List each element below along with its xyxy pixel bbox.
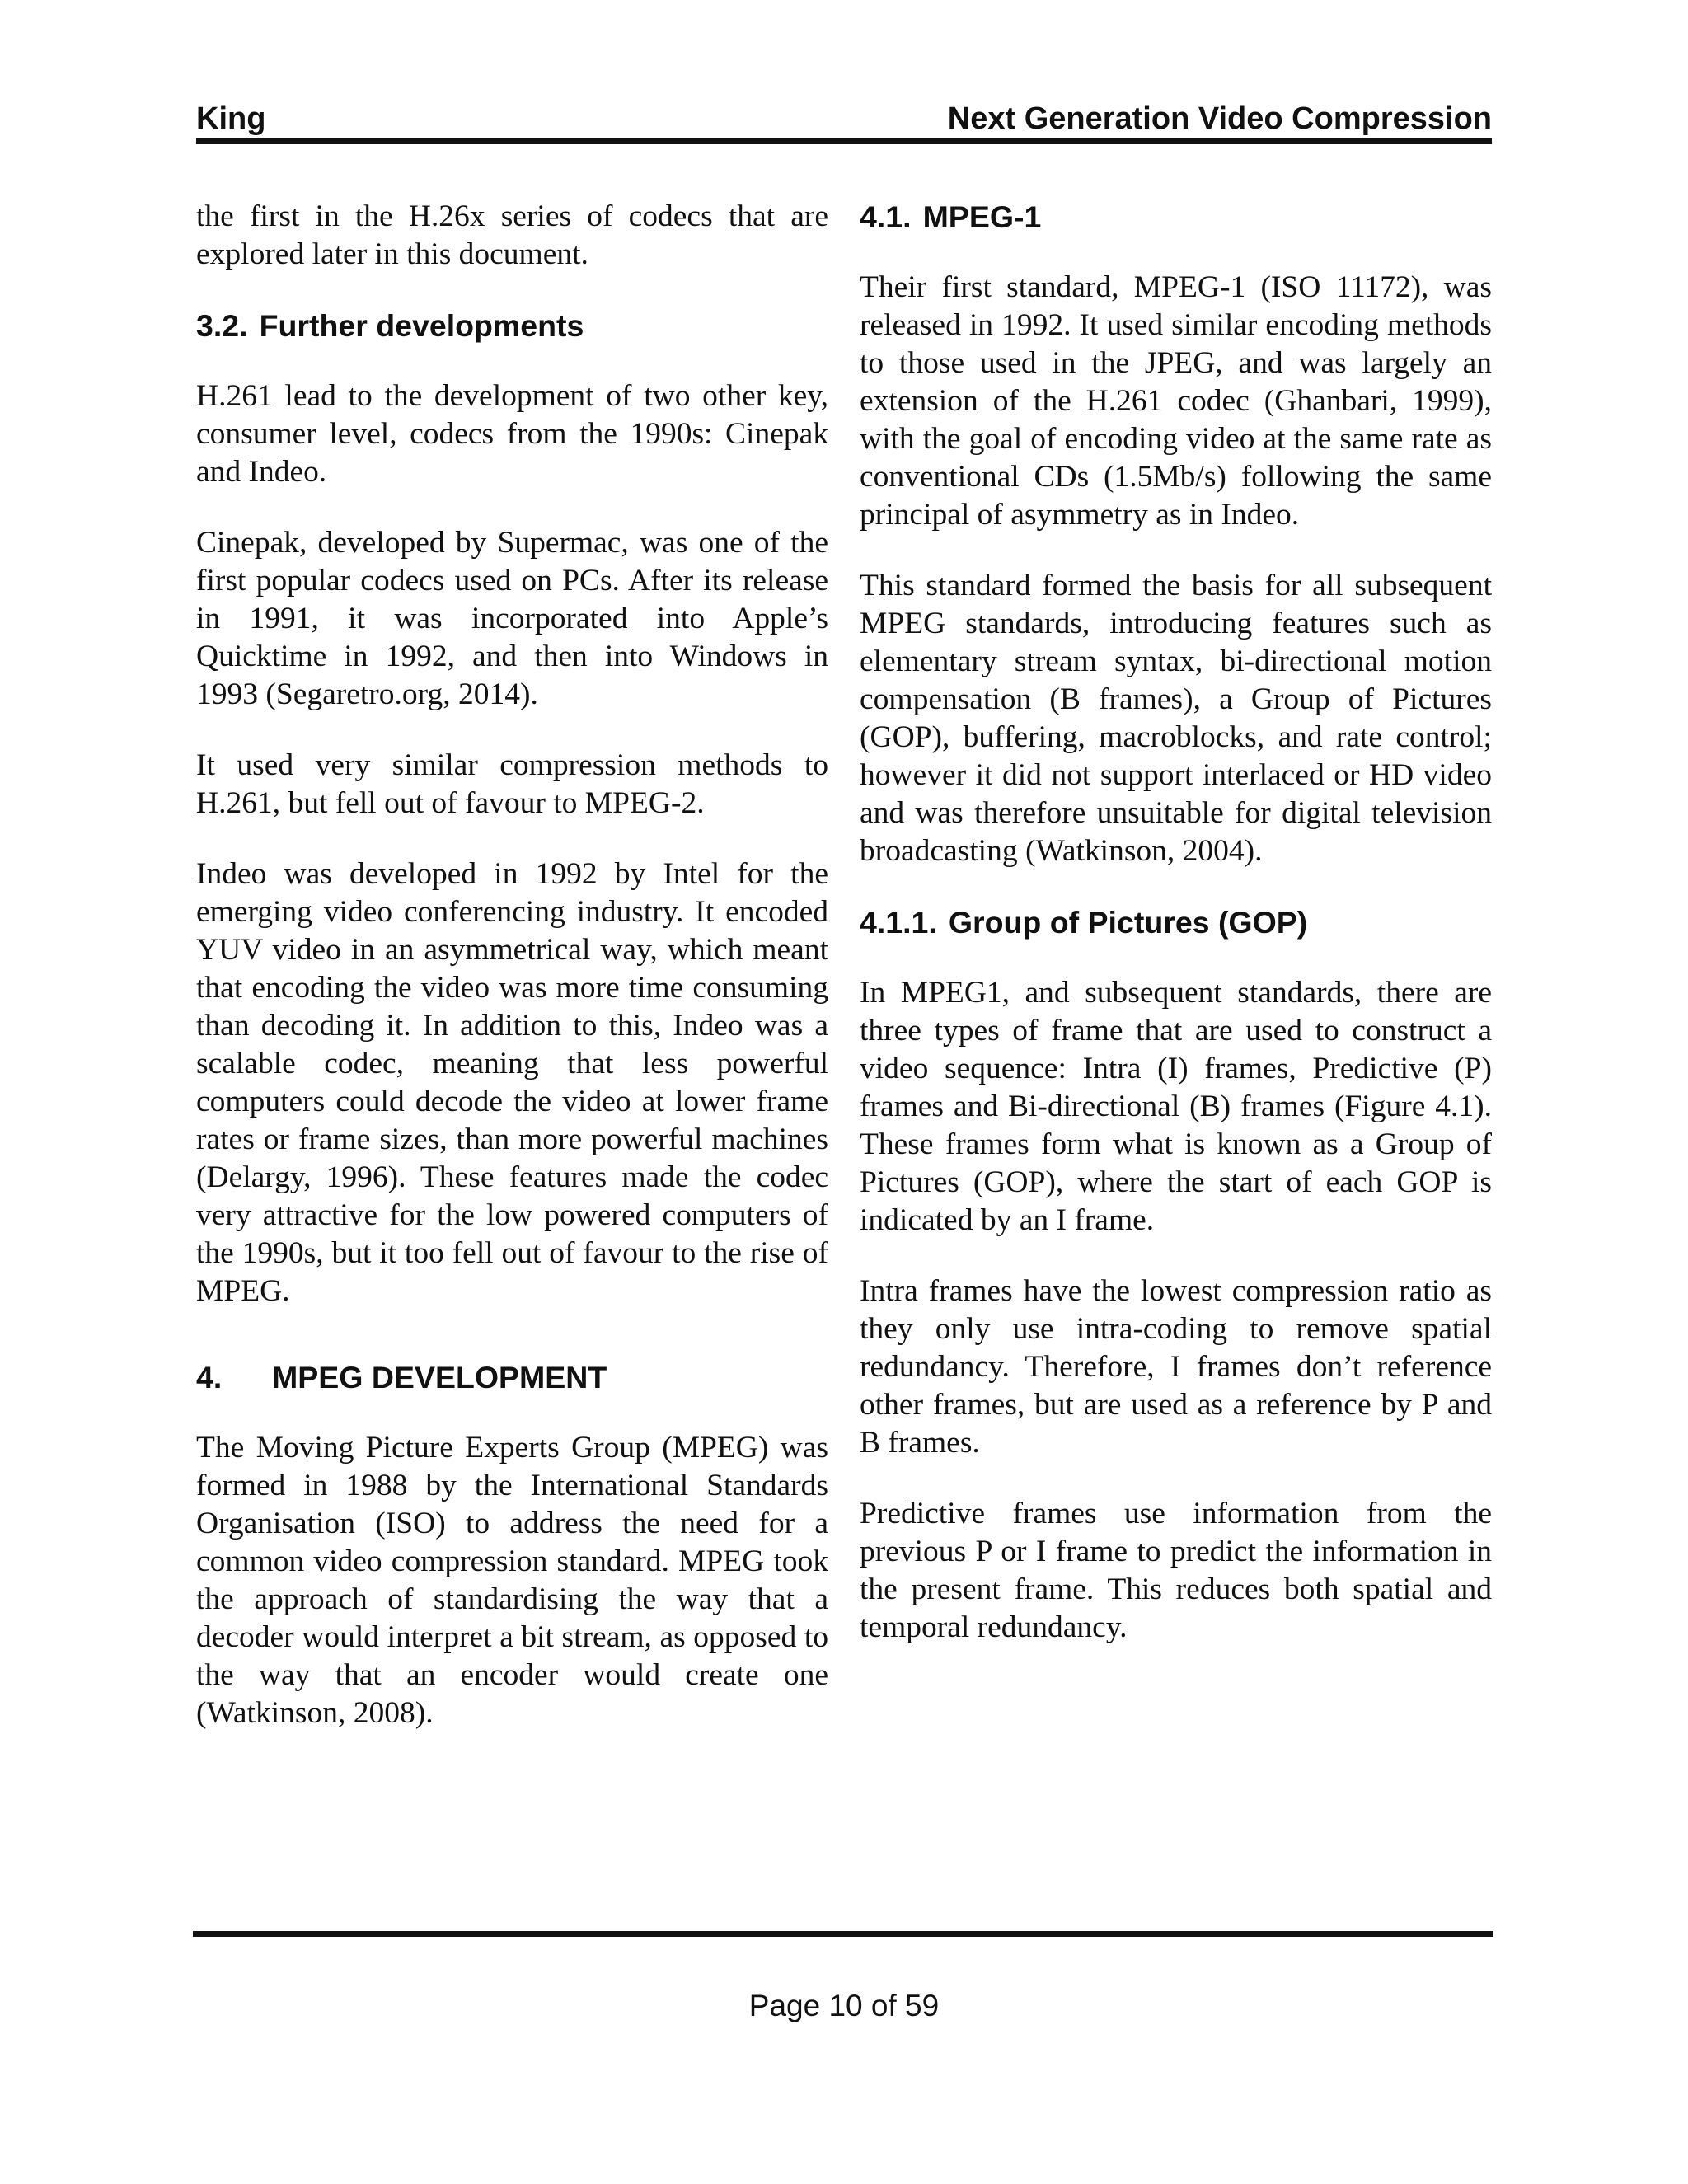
paragraph: Cinepak, developed by Supermac, was one of the first popular codecs used on PCs. After its release in 1991, it was incorporated into Apple’s Quicktime in 1992, and then into Windows in 1993 (Segaretro.org, 2014).: [196, 526, 828, 711]
section-title: MPEG DEVELOPMENT: [272, 1360, 607, 1394]
paragraph: In MPEG1, and subsequent standards, there are three types of frame that are used to construct a video sequence: Intra (I) frames, Predictive (P) frames and Bi-directional (B) frames (Figure 4.1). These frames form what is known as a Group of Pictures (GOP), where the start of each GOP is indicated by an I frame.: [860, 976, 1492, 1237]
right-column: [860, 198, 1492, 1680]
paragraph: Predictive frames use information from the previous P or I frame to predict the information in the present frame. This reduces both spatial and temporal redundancy.: [860, 1497, 1492, 1644]
paragraph: the first in the H.26x series of codecs that are explored later in this document.: [196, 199, 828, 271]
section-heading-3-2: [196, 307, 828, 344]
left-column: [196, 198, 828, 1765]
paragraph: Intra frames have the lowest compression ratio as they only use intra-coding to remove spatial redundancy. Therefore, I frames don’t reference other frames, but are used as a reference by P and B frames.: [860, 1274, 1492, 1460]
section-title: Further developments: [259, 308, 584, 343]
section-title: MPEG-1: [922, 199, 1042, 234]
section-heading-4-1: [860, 198, 1492, 236]
section-number: 4.1.: [860, 199, 912, 234]
section-number: 3.2.: [196, 308, 248, 343]
header-rule: [196, 138, 1492, 144]
paragraph: This standard formed the basis for all subsequent MPEG standards, introducing features such as elementary stream syntax, bi-directional motion compensation (B frames), a Group of Pictures (GOP), buffering, macroblocks, and rate control; however it did not support interlaced or HD video and was therefore unsuitable for digital television broadcasting (Watkinson, 2004).: [860, 569, 1492, 868]
section-heading-4: [196, 1358, 828, 1396]
page-number: Page 10 of 59: [748, 1989, 940, 2022]
section-number: 4.1.1.: [860, 905, 937, 940]
paragraph: It used very similar compression methods to H.261, but fell out of favour to MPEG-2.: [196, 748, 828, 820]
header-title: Next Generation Video Compression: [947, 101, 1492, 136]
paragraph: The Moving Picture Experts Group (MPEG) was formed in 1988 by the International Standards Organisation (ISO) to address the need for a common video compression standard. MPEG took the approach of standardising the way that a decoder would interpret a bit stream, as opposed to the way that an encoder would create one (Watkinson, 2008).: [196, 1431, 828, 1730]
running-header: [196, 97, 1492, 140]
header-author: King: [196, 101, 266, 136]
footer-rule: [193, 1931, 1493, 1937]
paragraph: Indeo was developed in 1992 by Intel for the emerging video conferencing industry. It encoded YUV video in an asymmetrical way, which meant that encoding the video was more time consuming than decoding it. In addition to this, Indeo was a scalable codec, meaning that less powerful computers could decode the video at lower frame rates or frame sizes, than more powerful machines (Delargy, 1996). These features made the codec very attractive for the low powered computers of the 1990s, but it too fell out of favour to the rise of MPEG.: [196, 857, 828, 1308]
section-number: 4.: [196, 1360, 223, 1394]
section-heading-4-1-1: [860, 903, 1492, 941]
paragraph: Their first standard, MPEG-1 (ISO 11172), was released in 1992. It used similar encoding methods to those used in the JPEG, and was largely an extension of the H.261 codec (Ghanbari, 1999), with the goal of encoding video at the same rate as conventional CDs (1.5Mb/s) following the same principal of asymmetry as in Indeo.: [860, 270, 1492, 532]
paragraph: H.261 lead to the development of two other key, consumer level, codecs from the 1990s: Cinepak and Indeo.: [196, 379, 828, 489]
section-title: Group of Pictures (GOP): [948, 905, 1308, 940]
